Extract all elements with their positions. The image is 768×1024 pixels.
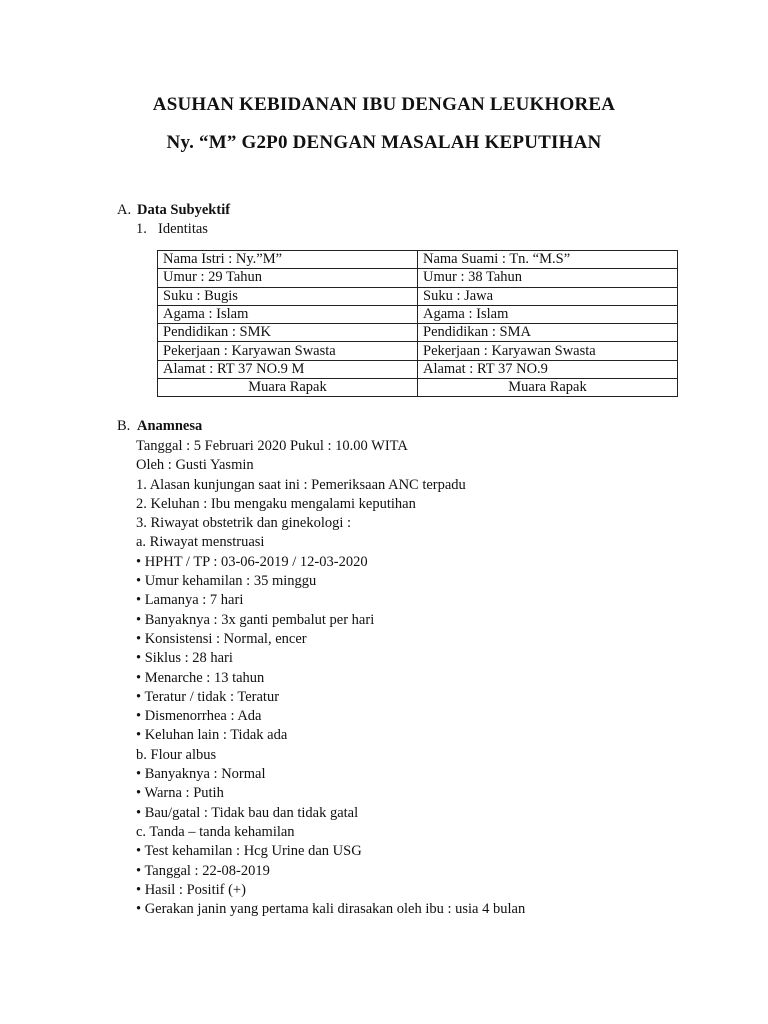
section-b-letter: B. <box>117 418 131 434</box>
wife-identity-cell: Alamat : RT 37 NO.9 M <box>158 360 418 378</box>
list-item: • Siklus : 28 hari <box>136 650 233 667</box>
list-item: • Hasil : Positif (+) <box>136 881 246 898</box>
table-row <box>158 324 678 342</box>
husband-identity-cell: Muara Rapak <box>418 379 678 397</box>
list-item: c. Tanda – tanda kehamilan <box>136 823 295 840</box>
list-item: • Gerakan janin yang pertama kali dirasakan oleh ibu : usia 4 bulan <box>136 901 526 918</box>
wife-identity-cell: Umur : 29 Tahun <box>158 269 418 287</box>
identitas-table <box>157 250 678 397</box>
husband-identity-cell: Pekerjaan : Karyawan Swasta <box>418 342 678 360</box>
husband-identity-cell: Agama : Islam <box>418 305 678 323</box>
table-row <box>158 251 678 269</box>
list-item: 3. Riwayat obstetrik dan ginekologi : <box>136 515 352 532</box>
husband-identity-cell: Pendidikan : SMA <box>418 324 678 342</box>
list-item: • Konsistensi : Normal, encer <box>136 630 307 647</box>
section-a-letter: A. <box>117 202 132 218</box>
table-row <box>158 287 678 305</box>
list-item: • Banyaknya : Normal <box>136 766 266 783</box>
husband-identity-cell: Alamat : RT 37 NO.9 <box>418 360 678 378</box>
list-item: b. Flour albus <box>136 746 217 763</box>
list-item: • Bau/gatal : Tidak bau dan tidak gatal <box>136 804 359 821</box>
wife-identity-cell: Muara Rapak <box>158 379 418 397</box>
wife-identity-cell: Agama : Islam <box>158 305 418 323</box>
list-item: Oleh : Gusti Yasmin <box>136 457 254 474</box>
wife-identity-cell: Nama Istri : Ny.”M” <box>158 251 418 269</box>
anamnesa-list <box>136 437 525 919</box>
list-item: • HPHT / TP : 03-06-2019 / 12-03-2020 <box>136 553 368 570</box>
item-1-number: 1. <box>136 221 147 237</box>
list-item: • Umur kehamilan : 35 minggu <box>136 573 317 590</box>
list-item: • Test kehamilan : Hcg Urine dan USG <box>136 843 362 860</box>
husband-identity-cell: Nama Suami : Tn. “M.S” <box>418 251 678 269</box>
list-item: • Keluhan lain : Tidak ada <box>136 727 288 744</box>
wife-identity-cell: Suku : Bugis <box>158 287 418 305</box>
list-item: a. Riwayat menstruasi <box>136 534 265 551</box>
table-row <box>158 342 678 360</box>
husband-identity-cell: Umur : 38 Tahun <box>418 269 678 287</box>
table-row <box>158 379 678 397</box>
list-item: 1. Alasan kunjungan saat ini : Pemeriksaan ANC terpadu <box>136 476 466 493</box>
list-item: • Warna : Putih <box>136 785 224 802</box>
document-subtitle: Ny. “M” G2P0 DENGAN MASALAH KEPUTIHAN <box>166 132 602 153</box>
list-item: • Lamanya : 7 hari <box>136 592 244 609</box>
section-a-heading: Data Subyektif <box>137 202 231 218</box>
list-item: • Dismenorrhea : Ada <box>136 708 262 725</box>
table-row <box>158 269 678 287</box>
table-row <box>158 305 678 323</box>
wife-identity-cell: Pekerjaan : Karyawan Swasta <box>158 342 418 360</box>
section-b-heading: Anamnesa <box>137 418 203 434</box>
list-item: Tanggal : 5 Februari 2020 Pukul : 10.00 WITA <box>136 438 408 454</box>
wife-identity-cell: Pendidikan : SMK <box>158 324 418 342</box>
list-item: 2. Keluhan : Ibu mengaku mengalami keputihan <box>136 495 416 512</box>
list-item: • Banyaknya : 3x ganti pembalut per hari <box>136 611 375 628</box>
item-1-label: Identitas <box>158 221 208 237</box>
husband-identity-cell: Suku : Jawa <box>418 287 678 305</box>
table-row <box>158 360 678 378</box>
list-item: • Teratur / tidak : Teratur <box>136 688 280 705</box>
list-item: • Menarche : 13 tahun <box>136 669 265 686</box>
document-title: ASUHAN KEBIDANAN IBU DENGAN LEUKHOREA <box>152 94 616 115</box>
list-item: • Tanggal : 22-08-2019 <box>136 862 270 879</box>
